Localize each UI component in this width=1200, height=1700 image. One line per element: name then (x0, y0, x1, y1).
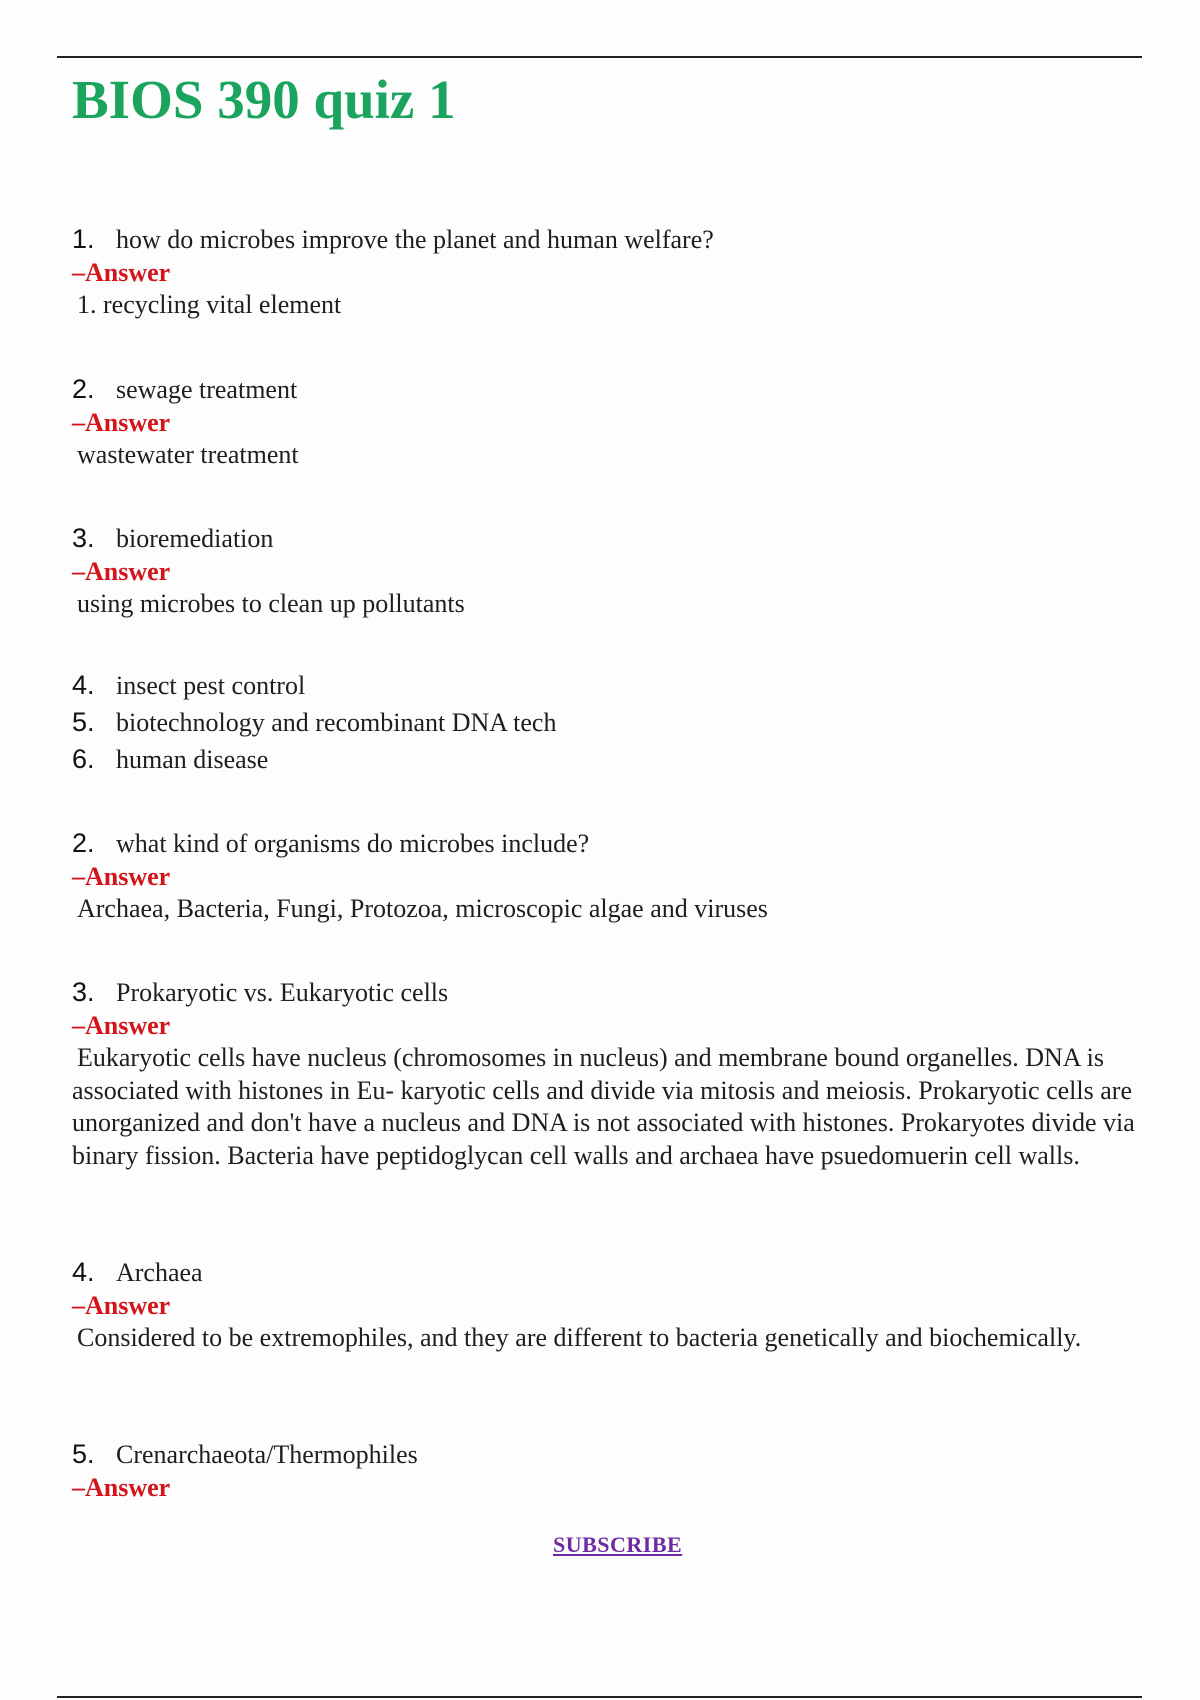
bottom-rule (57, 1696, 1142, 1698)
quiz-item (72, 222, 1142, 321)
question-line (72, 372, 1142, 407)
quiz-item (72, 975, 1142, 1172)
answer-text: Considered to be extremophiles, and they are different to bacteria genetically and biochemically. (77, 1323, 1082, 1352)
answer-text: Eukaryotic cells have nucleus (chromosomes in nucleus) and membrane bound organelles. DNA is associated with histones in Eu- karyotic cells and divide via mitosis and meiosis. Prokaryotic cells are unorganized and don't have a nucleus and DNA is not associated with histones. Prokaryotes divide via binary fission. Bacteria have peptidoglycan cell walls and archaea have psuedomuerin cell walls. (72, 1043, 1135, 1170)
question-text: how do microbes improve the planet and human welfare? (116, 225, 714, 254)
question-text: Crenarchaeota/Thermophiles (116, 1440, 418, 1469)
page-title: BIOS 390 quiz 1 (72, 69, 456, 130)
quiz-item (72, 372, 1142, 471)
question-text: bioremediation (116, 524, 274, 553)
answer-label: –Answer (72, 408, 171, 437)
question-text: what kind of organisms do microbes include? (116, 829, 590, 858)
question-text: human disease (116, 745, 269, 774)
question-text: sewage treatment (116, 375, 298, 404)
question-line (72, 222, 1142, 257)
subscribe-link[interactable]: SUBSCRIBE (553, 1532, 683, 1557)
question-number: 4. (72, 670, 95, 700)
question-line (72, 521, 1142, 556)
question-text: Prokaryotic vs. Eukaryotic cells (116, 978, 449, 1007)
question-line (72, 1437, 1142, 1472)
question-line (72, 1255, 1142, 1290)
quiz-item (72, 521, 1142, 620)
answer-label: –Answer (72, 862, 171, 891)
answer-paragraph (72, 1042, 1142, 1172)
question-number: 1. (72, 224, 95, 254)
answer-paragraph (72, 1322, 1142, 1355)
question-text: biotechnology and recombinant DNA tech (116, 708, 557, 737)
quiz-item (72, 826, 1142, 925)
top-rule (57, 56, 1142, 58)
answer-label: –Answer (72, 1473, 171, 1502)
answer-text: Archaea, Bacteria, Fungi, Protozoa, microscopic algae and viruses (77, 894, 768, 923)
question-line (72, 826, 1142, 861)
quiz-item (72, 1437, 1142, 1504)
question-number: 5. (72, 707, 95, 737)
answer-text: wastewater treatment (77, 440, 299, 469)
question-number: 5. (72, 1439, 95, 1469)
question-number: 2. (72, 828, 95, 858)
answer-label: –Answer (72, 1011, 171, 1040)
answer-label: –Answer (72, 258, 171, 287)
question-text: insect pest control (116, 671, 306, 700)
quiz-item (72, 1255, 1142, 1355)
question-line (72, 705, 1142, 740)
question-line (72, 742, 1142, 777)
question-number: 6. (72, 744, 95, 774)
answer-label: –Answer (72, 1291, 171, 1320)
question-number: 3. (72, 977, 95, 1007)
question-line (72, 668, 1142, 703)
question-number: 4. (72, 1257, 95, 1287)
answer-text: using microbes to clean up pollutants (77, 589, 465, 618)
answer-label: –Answer (72, 557, 171, 586)
question-number: 2. (72, 374, 95, 404)
question-text: Archaea (116, 1258, 203, 1287)
answer-text: 1. recycling vital element (77, 290, 342, 319)
question-number: 3. (72, 523, 95, 553)
quiz-list (72, 668, 1142, 777)
question-line (72, 975, 1142, 1010)
